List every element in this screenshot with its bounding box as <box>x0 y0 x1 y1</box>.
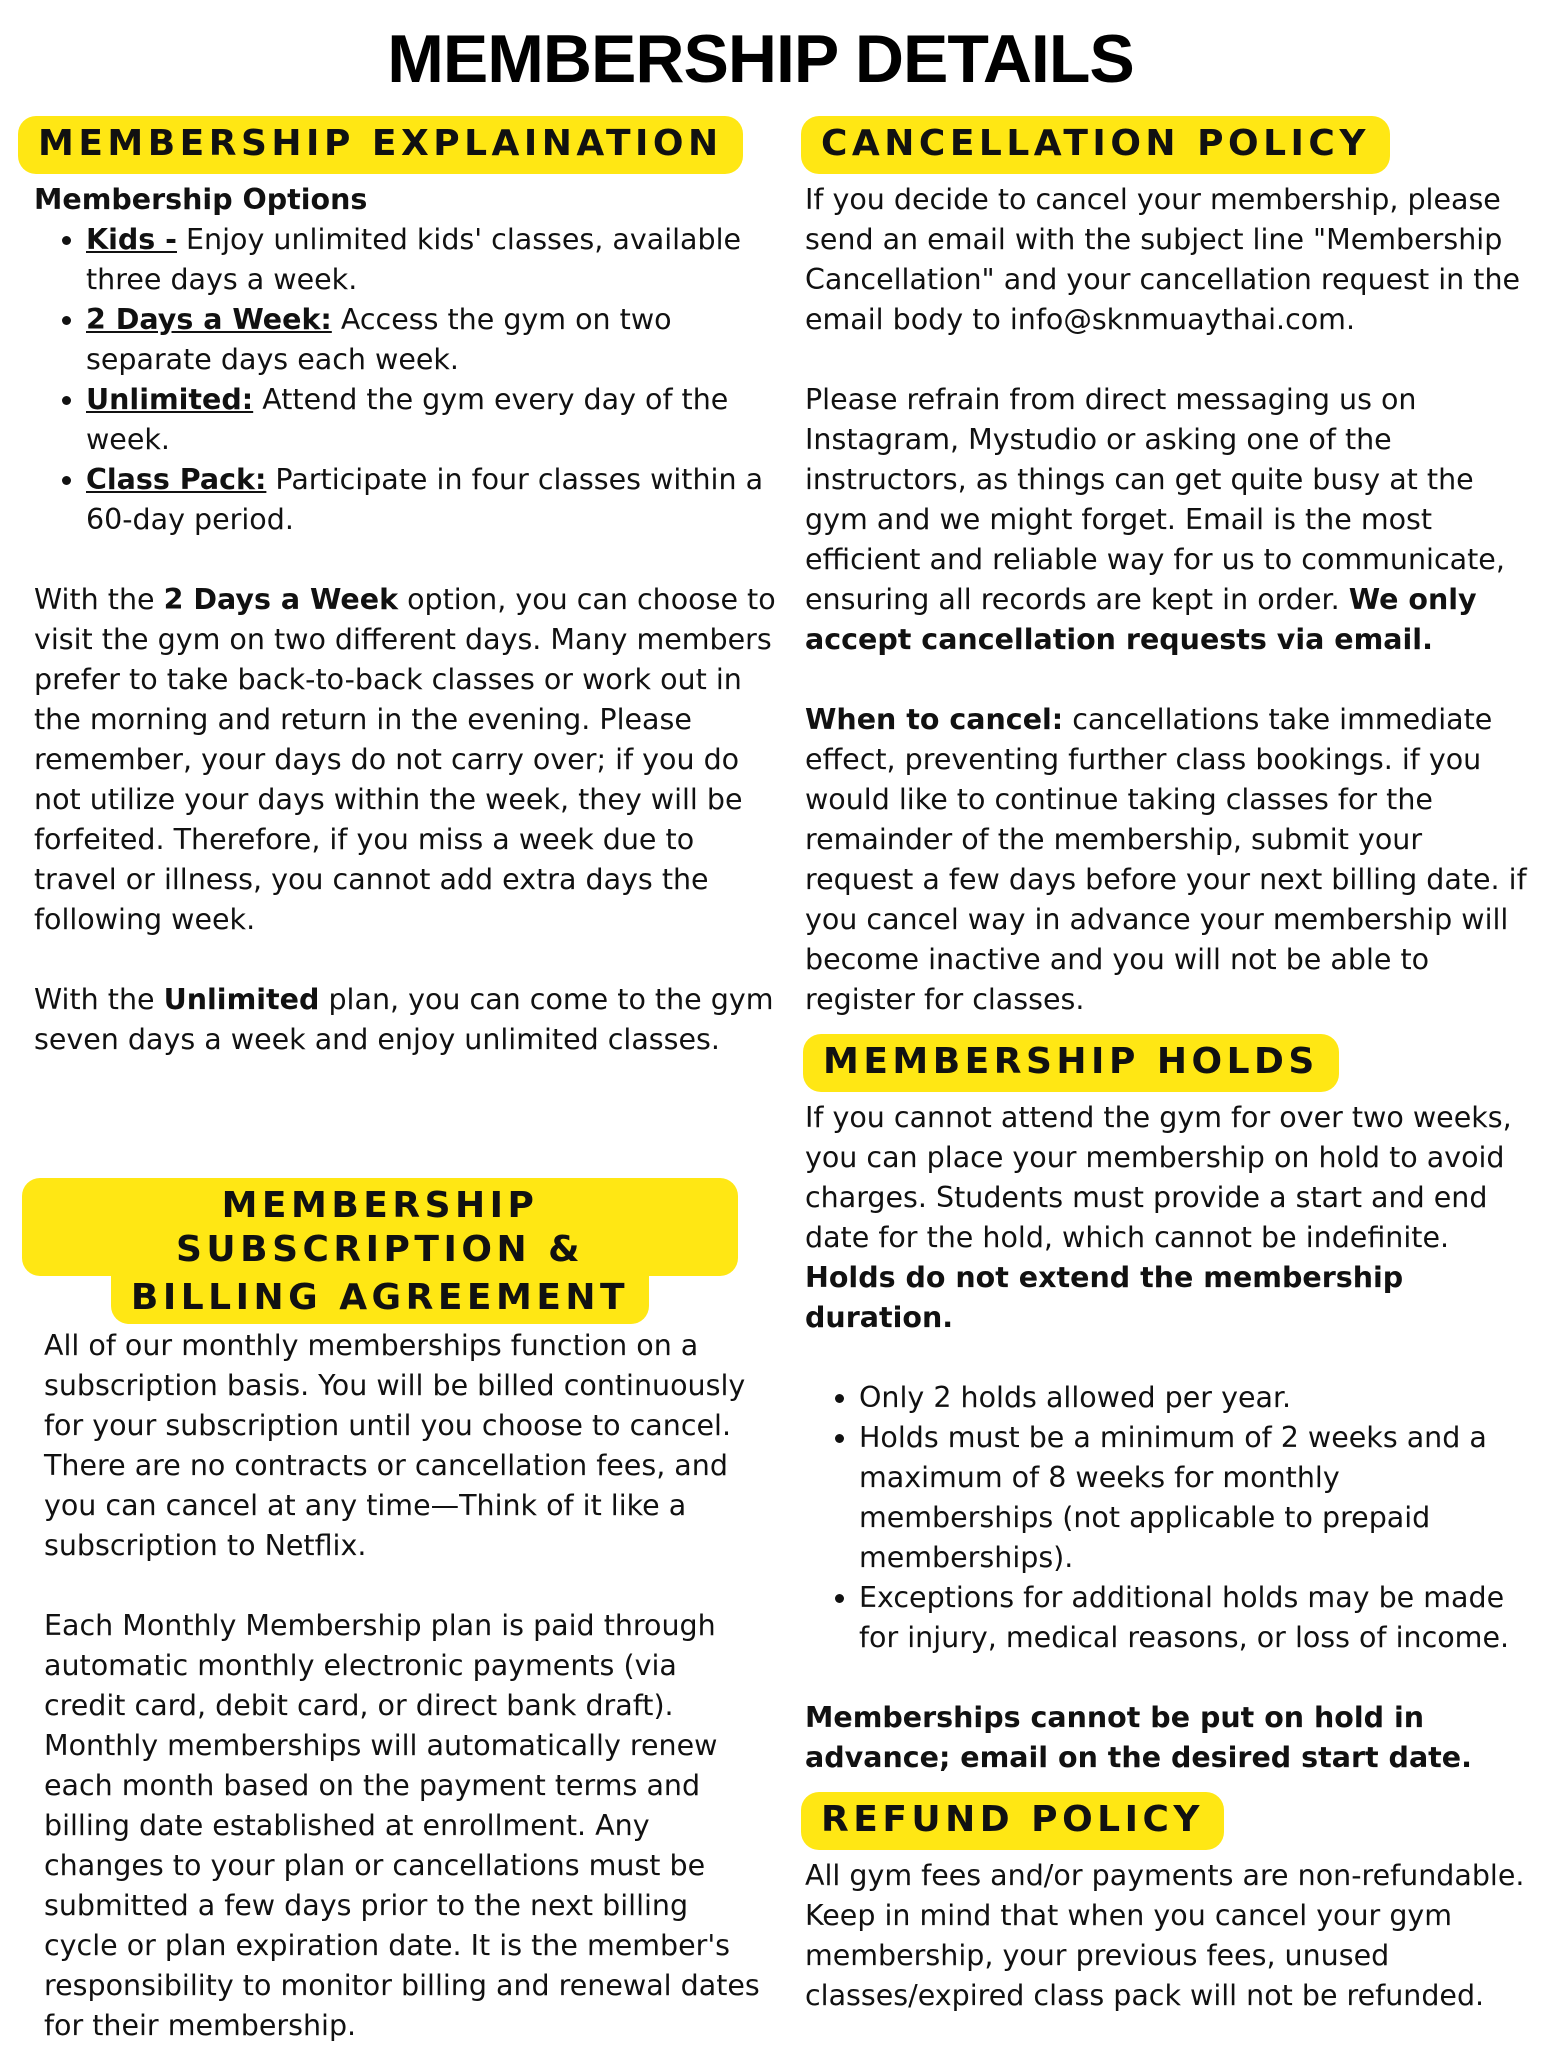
list-item: • Exceptions for additional holds may be made for injury, medical reasons, or loss of income. <box>859 1578 1530 1658</box>
holds-rules-list <box>805 1378 1530 1658</box>
subscription-paragraph-1: All of our monthly memberships function on a subscription basis. You will be billed continuously for your subscription until you choose to cancel. There are no contracts or cancellation fees, and you can cancel at any time—Think of it like a subscription to Netflix. <box>44 1329 746 1562</box>
option-text: Attend the gym every day of the week. <box>86 383 729 456</box>
text-run-bold: We only accept cancellation requests via email. <box>805 583 1477 656</box>
text-run: plan, you can come to the gym seven days a week and enjoy unlimited classes. <box>34 983 774 1056</box>
holds-paragraph-1 <box>805 1098 1530 1338</box>
text-run: option, you can choose to visit the gym on two different days. Many members prefer to take back-to-back classes or work out in the morning and return in the evening. Please remember, your days do not carry over; if you do not utilize your days within the week, they will be forfeited. Therefore, if you miss a week due to travel or illness, you cannot add extra days the following week. <box>34 583 776 936</box>
holds-paragraph-2: Memberships cannot be put on hold in advance; email on the desired start date. <box>805 1701 1472 1774</box>
subscription-section <box>22 1178 768 2046</box>
membership-options-title: Membership Options <box>34 183 368 216</box>
refund-policy-header: REFUND POLICY <box>801 1792 1224 1850</box>
refund-paragraph: All gym fees and/or payments are non-refundable. Keep in mind that when you cancel your gym membership, your previous fees, unused classes/expired class pack will not be refunded. <box>805 1859 1525 2012</box>
when-to-cancel-paragraph <box>805 700 1530 1020</box>
option-text: Enjoy unlimited kids' classes, available three days a week. <box>86 223 742 296</box>
cancellation-header: CANCELLATION POLICY <box>801 116 1390 174</box>
membership-options-list <box>34 220 780 540</box>
list-item <box>86 220 780 300</box>
text-run: cancellations take immediate effect, preventing further class bookings. if you would like to continue taking classes for the remainder of the membership, submit your request a few days before your next billing date. if you cancel way in advance your membership will become inactive and you will not be able to register for classes. <box>805 703 1527 1016</box>
subscription-header-line2: BILLING AGREEMENT <box>111 1276 649 1324</box>
text-run-bold: When to cancel: <box>805 703 1064 736</box>
option-label: Unlimited: <box>86 383 254 416</box>
right-column <box>805 116 1530 2016</box>
cancellation-paragraph-1: If you decide to cancel your membership, please send an email with the subject line "Membership Cancellation" and your cancellation request in the email body to info@sknmuaythai.com. <box>805 183 1521 336</box>
page-title: MEMBERSHIP DETAILS <box>387 21 1134 97</box>
text-run-bold: Unlimited <box>163 983 320 1016</box>
option-text: Participate in four classes within a 60-day period. <box>86 463 764 536</box>
subscription-header-line1: MEMBERSHIP SUBSCRIPTION & <box>22 1178 738 1276</box>
list-item: • Only 2 holds allowed per year. <box>859 1378 1530 1418</box>
subscription-paragraph-2: Each Monthly Membership plan is paid through automatic monthly electronic payments (via credit card, debit card, or direct bank draft). Monthly memberships will automatically renew each month based on the payment terms and billing date established at enrollment. Any changes to your plan or cancellations must be submitted a few days prior to the next billing cycle or plan expiration date. It is the member's responsibility to monitor billing and renewal dates for their membership. <box>44 1609 760 2042</box>
membership-explanation-header: MEMBERSHIP EXPLAINATION <box>18 116 743 174</box>
text-run-bold: 2 Days a Week <box>163 583 399 616</box>
subscription-header <box>22 1178 738 1324</box>
unlimited-paragraph <box>34 980 780 1060</box>
option-label: Class Pack: <box>86 463 267 496</box>
text-run-bold: Holds do not extend the membership duration. <box>805 1261 1404 1334</box>
list-item: • Holds must be a minimum of 2 weeks and a maximum of 8 weeks for monthly memberships (not applicable to prepaid memberships). <box>859 1418 1530 1578</box>
text-run: With the <box>34 983 164 1016</box>
text-run: If you cannot attend the gym for over two weeks, you can place your membership on hold to avoid charges. Students must provide a start and end date for the hold, which cannot be indefinite. <box>805 1101 1512 1254</box>
membership-explanation-section <box>34 116 780 1060</box>
list-item <box>86 460 780 540</box>
option-label: Kids - <box>86 223 177 256</box>
text-run: Please refrain from direct messaging us on Instagram, Mystudio or asking one of the instructors, as things can get quite busy at the gym and we might forget. Email is the most efficient and reliable way for us to communicate, ensuring all records are kept in order. <box>805 383 1505 616</box>
cancellation-paragraph-2 <box>805 380 1530 660</box>
two-days-paragraph <box>34 580 780 940</box>
membership-holds-header: MEMBERSHIP HOLDS <box>803 1034 1339 1092</box>
option-label: 2 Days a Week: <box>86 303 332 336</box>
list-item <box>86 300 780 380</box>
text-run: With the <box>34 583 164 616</box>
option-text: Access the gym on two separate days each week. <box>86 303 672 376</box>
list-item <box>86 380 780 460</box>
